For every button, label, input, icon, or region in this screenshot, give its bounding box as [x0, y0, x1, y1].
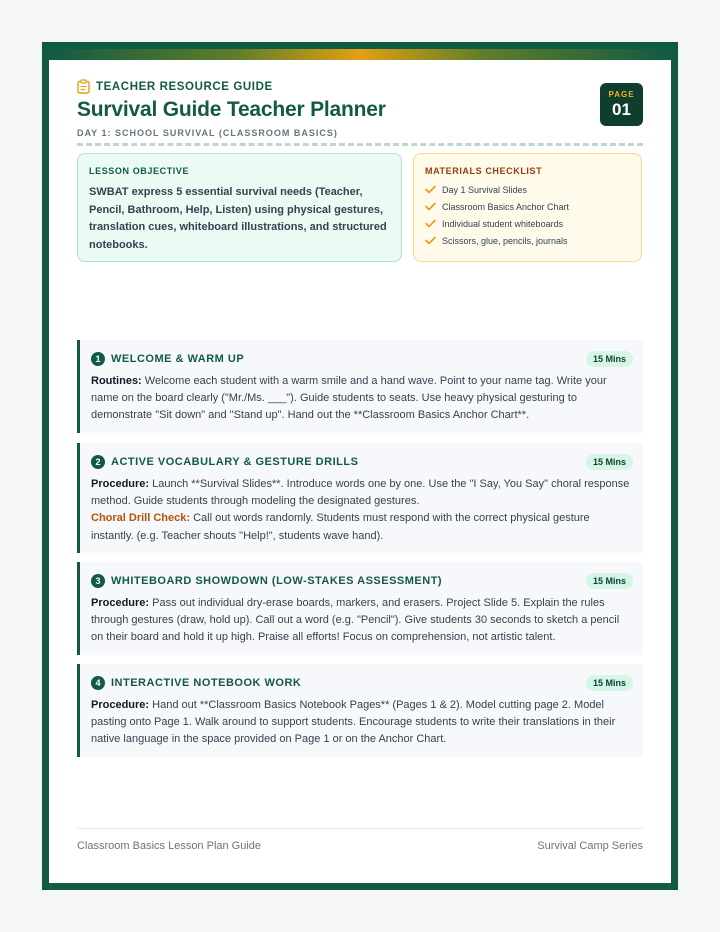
lesson-section-vocabulary — [77, 443, 643, 553]
section-body — [91, 476, 633, 545]
section-title: WHITEBOARD SHOWDOWN (LOW-STAKES ASSESSMENT) — [111, 575, 443, 587]
section-label: Procedure: — [91, 699, 150, 711]
section-text: Launch **Survival Slides**. Introduce words one by one. Use the "I Say, You Say" choral response method. Guide students through modeling the designated gestures. — [91, 478, 630, 508]
section-title: INTERACTIVE NOTEBOOK WORK — [111, 677, 302, 689]
materials-item — [425, 232, 630, 249]
materials-item — [425, 198, 630, 215]
header — [77, 79, 643, 138]
checkmark-icon — [425, 236, 436, 245]
duration-badge: 15 Mins — [586, 454, 633, 470]
drill-check-text: Call out words randomly. Students must respond with the correct physical gesture instantly. (e.g. Teacher shouts "Help!", students wave hand). — [91, 512, 590, 542]
section-number: 3 — [91, 574, 105, 588]
page-number-badge — [600, 83, 643, 126]
section-body — [91, 595, 633, 647]
footer-guide-title: Classroom Basics Lesson Plan Guide — [77, 840, 262, 852]
eyebrow-label: TEACHER RESOURCE GUIDE — [96, 80, 273, 93]
lesson-section-notebook — [77, 664, 643, 757]
footer-divider — [77, 828, 643, 829]
clipboard-icon — [77, 79, 90, 94]
page-number: 01 — [612, 100, 631, 119]
footer-series-name: Survival Camp Series — [537, 840, 643, 852]
section-header — [91, 674, 633, 692]
section-label: Procedure: — [91, 597, 150, 609]
materials-item-label: Classroom Basics Anchor Chart — [442, 201, 570, 212]
checkmark-icon — [425, 185, 436, 194]
section-body — [91, 697, 633, 749]
section-title: WELCOME & WARM UP — [111, 353, 245, 365]
page-label: PAGE — [608, 90, 635, 99]
lesson-objective-card — [77, 153, 402, 262]
section-text: Welcome each student with a warm smile and a hand wave. Point to your name tag. Write your name on the board clearly ("Mr./Ms. ___"). Guide students to seats. Use heavy physical gesturing to demonstrate "Sit down" and "Stand up". Hand out the **Classroom Basics Anchor Chart**. — [91, 375, 607, 422]
materials-list — [425, 181, 630, 249]
section-title: ACTIVE VOCABULARY & GESTURE DRILLS — [111, 456, 359, 468]
section-text: Pass out individual dry-erase boards, markers, and erasers. Project Slide 5. Explain the rules through gestures (draw, hold up). Call out a word (e.g. "Pencil"). Give students 30 seconds to sketch a pencil on their board and hold it up high. Praise all efforts! Focus on comprehension, not artistic talent. — [91, 597, 620, 644]
materials-item-label: Day 1 Survival Slides — [442, 184, 528, 195]
section-number: 1 — [91, 352, 105, 366]
duration-badge: 15 Mins — [586, 675, 633, 691]
section-body — [91, 373, 633, 425]
section-label: Procedure: — [91, 478, 150, 490]
objective-text: SWBAT express 5 essential survival needs (Teacher, Pencil, Bathroom, Help, Listen) using physical gestures, translation cues, whiteboard illustrations, and structured notebooks. — [89, 186, 387, 251]
section-number: 4 — [91, 676, 105, 690]
objective-heading: LESSON OBJECTIVE — [89, 166, 190, 176]
top-accent-bar — [49, 49, 671, 60]
section-header — [91, 572, 633, 590]
page-title: Survival Guide Teacher Planner — [77, 98, 386, 121]
eyebrow — [77, 79, 643, 94]
dashed-divider — [77, 143, 643, 146]
page-subtitle: DAY 1: SCHOOL SURVIVAL (CLASSROOM BASICS) — [77, 128, 338, 138]
section-header — [91, 350, 633, 368]
materials-heading: MATERIALS CHECKLIST — [425, 166, 543, 176]
page — [49, 49, 671, 883]
materials-checklist-card — [413, 153, 642, 262]
materials-item — [425, 181, 630, 198]
checkmark-icon — [425, 202, 436, 211]
materials-item — [425, 215, 630, 232]
lesson-section-whiteboard — [77, 562, 643, 655]
section-label: Routines: — [91, 375, 142, 387]
page-frame — [42, 42, 678, 890]
materials-item-label: Individual student whiteboards — [442, 218, 564, 229]
section-text: Hand out **Classroom Basics Notebook Pages** (Pages 1 & 2). Model cutting page 2. Model pasting onto Page 1. Walk around to support students. Encourage students to write their translations in their native language in the space provided on Page 1 or on the Anchor Chart. — [91, 699, 616, 746]
section-number: 2 — [91, 455, 105, 469]
duration-badge: 15 Mins — [586, 351, 633, 367]
duration-badge: 15 Mins — [586, 573, 633, 589]
drill-check-label: Choral Drill Check: — [91, 512, 191, 525]
lesson-section-welcome — [77, 340, 643, 433]
materials-item-label: Scissors, glue, pencils, journals — [442, 235, 568, 246]
section-header — [91, 453, 633, 471]
checkmark-icon — [425, 219, 436, 228]
